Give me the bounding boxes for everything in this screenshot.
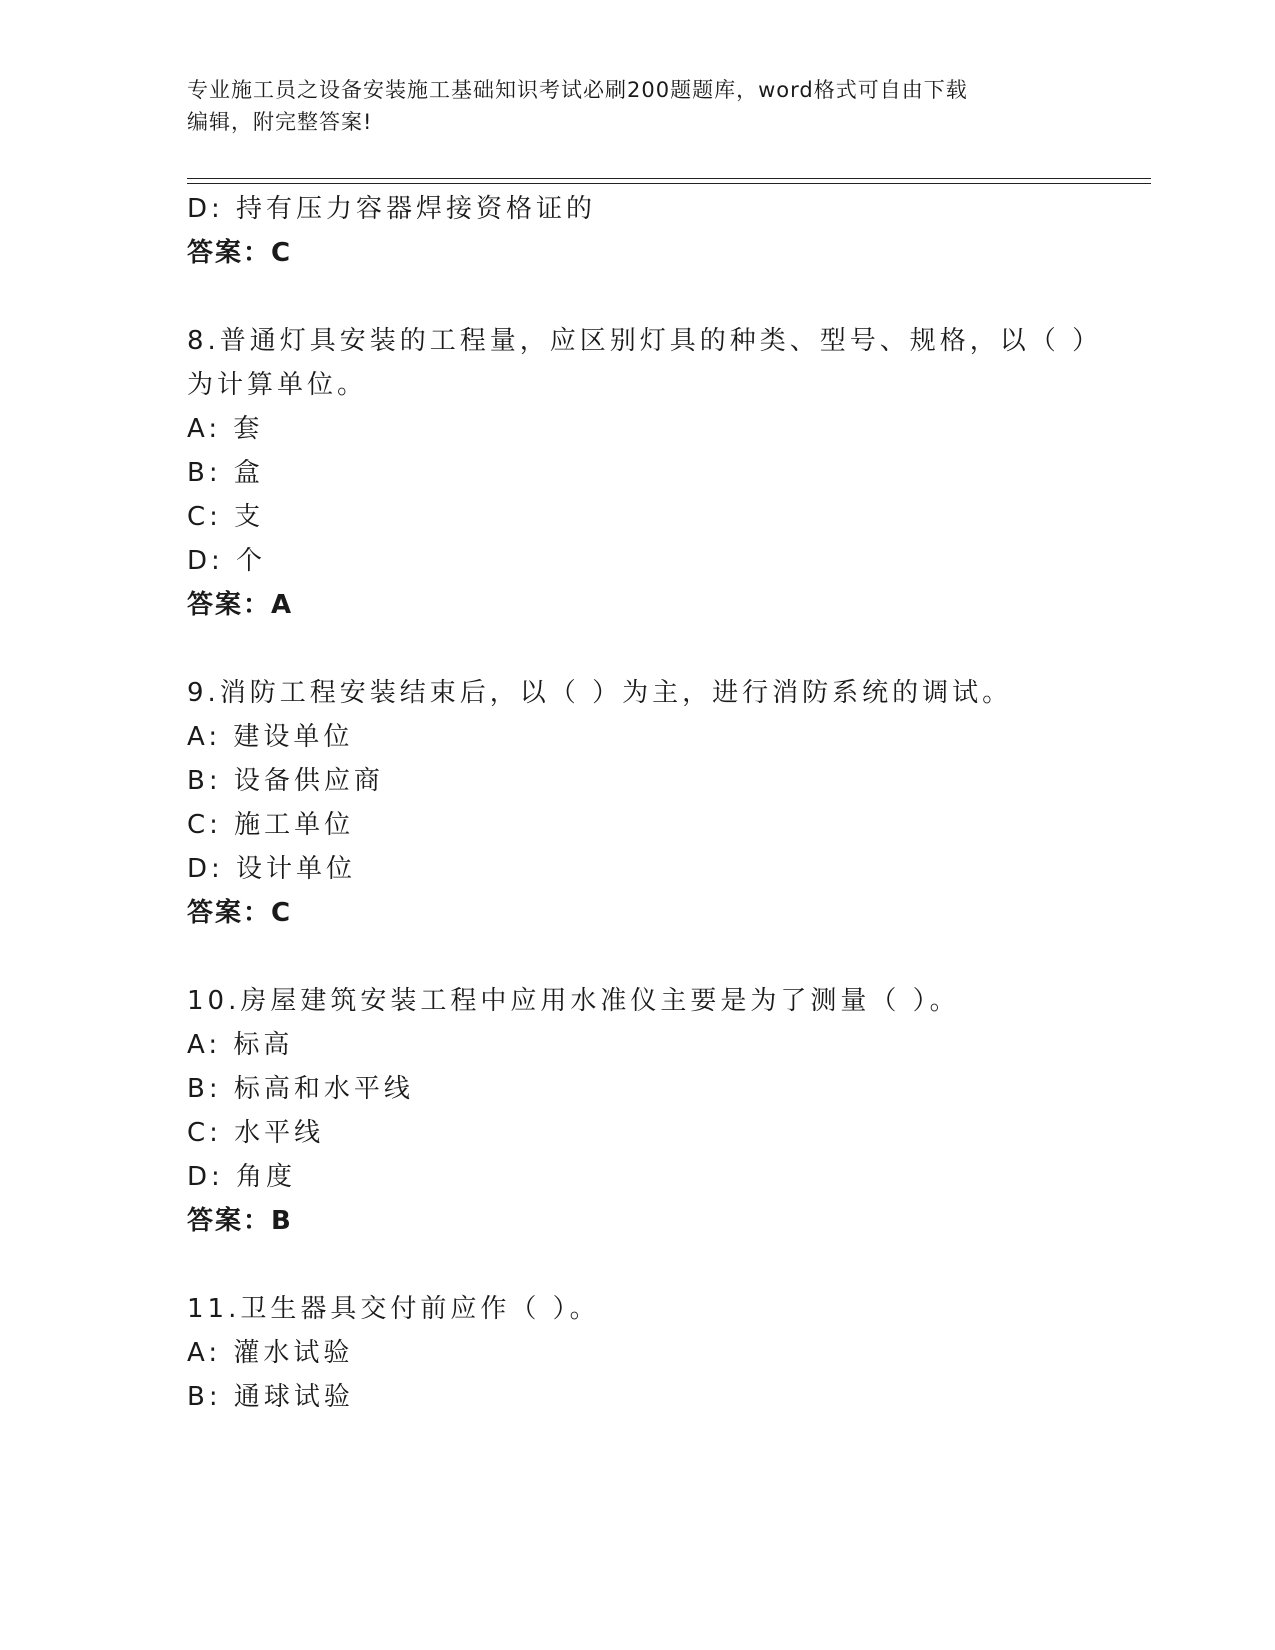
question-8: 8.普通灯具安装的工程量，应区别灯具的种类、型号、规格，以（ ）: [187, 326, 1103, 356]
header-divider-bottom: [187, 183, 1151, 184]
answer: 答案：B: [187, 1206, 293, 1236]
question-9: 9.消防工程安装结束后，以（ ）为主，进行消防系统的调试。: [187, 678, 1013, 708]
question-8-continued: 为计算单位。: [187, 370, 368, 400]
answer: 答案：A: [187, 590, 294, 620]
document-header: [187, 74, 1087, 138]
option-b: B: 设备供应商: [187, 766, 384, 796]
option-d: D: 角度: [187, 1162, 297, 1192]
option-a: A: 建设单位: [187, 722, 354, 752]
header-divider-top: [187, 178, 1151, 179]
option-c: C: 支: [187, 502, 265, 532]
option-a: A: 套: [187, 414, 264, 444]
option-c: C: 水平线: [187, 1118, 325, 1148]
option-b: B: 标高和水平线: [187, 1074, 414, 1104]
header-line-1: 专业施工员之设备安装施工基础知识考试必刷200题题库，word格式可自由下载: [187, 78, 968, 102]
answer: 答案：C: [187, 898, 293, 928]
option-c: C: 施工单位: [187, 810, 355, 840]
question-10: 10.房屋建筑安装工程中应用水准仪主要是为了测量（ ）。: [187, 986, 960, 1016]
answer: 答案：C: [187, 238, 293, 268]
header-line-2: 编辑，附完整答案!: [187, 110, 373, 134]
option-b: B: 盒: [187, 458, 264, 488]
question-11: 11.卫生器具交付前应作（ ）。: [187, 1294, 600, 1324]
option-d: D: 持有压力容器焊接资格证的: [187, 194, 597, 224]
option-a: A: 标高: [187, 1030, 294, 1060]
option-d: D: 设计单位: [187, 854, 357, 884]
option-d: D: 个: [187, 546, 267, 576]
option-a: A: 灌水试验: [187, 1338, 354, 1368]
option-b: B: 通球试验: [187, 1382, 354, 1412]
